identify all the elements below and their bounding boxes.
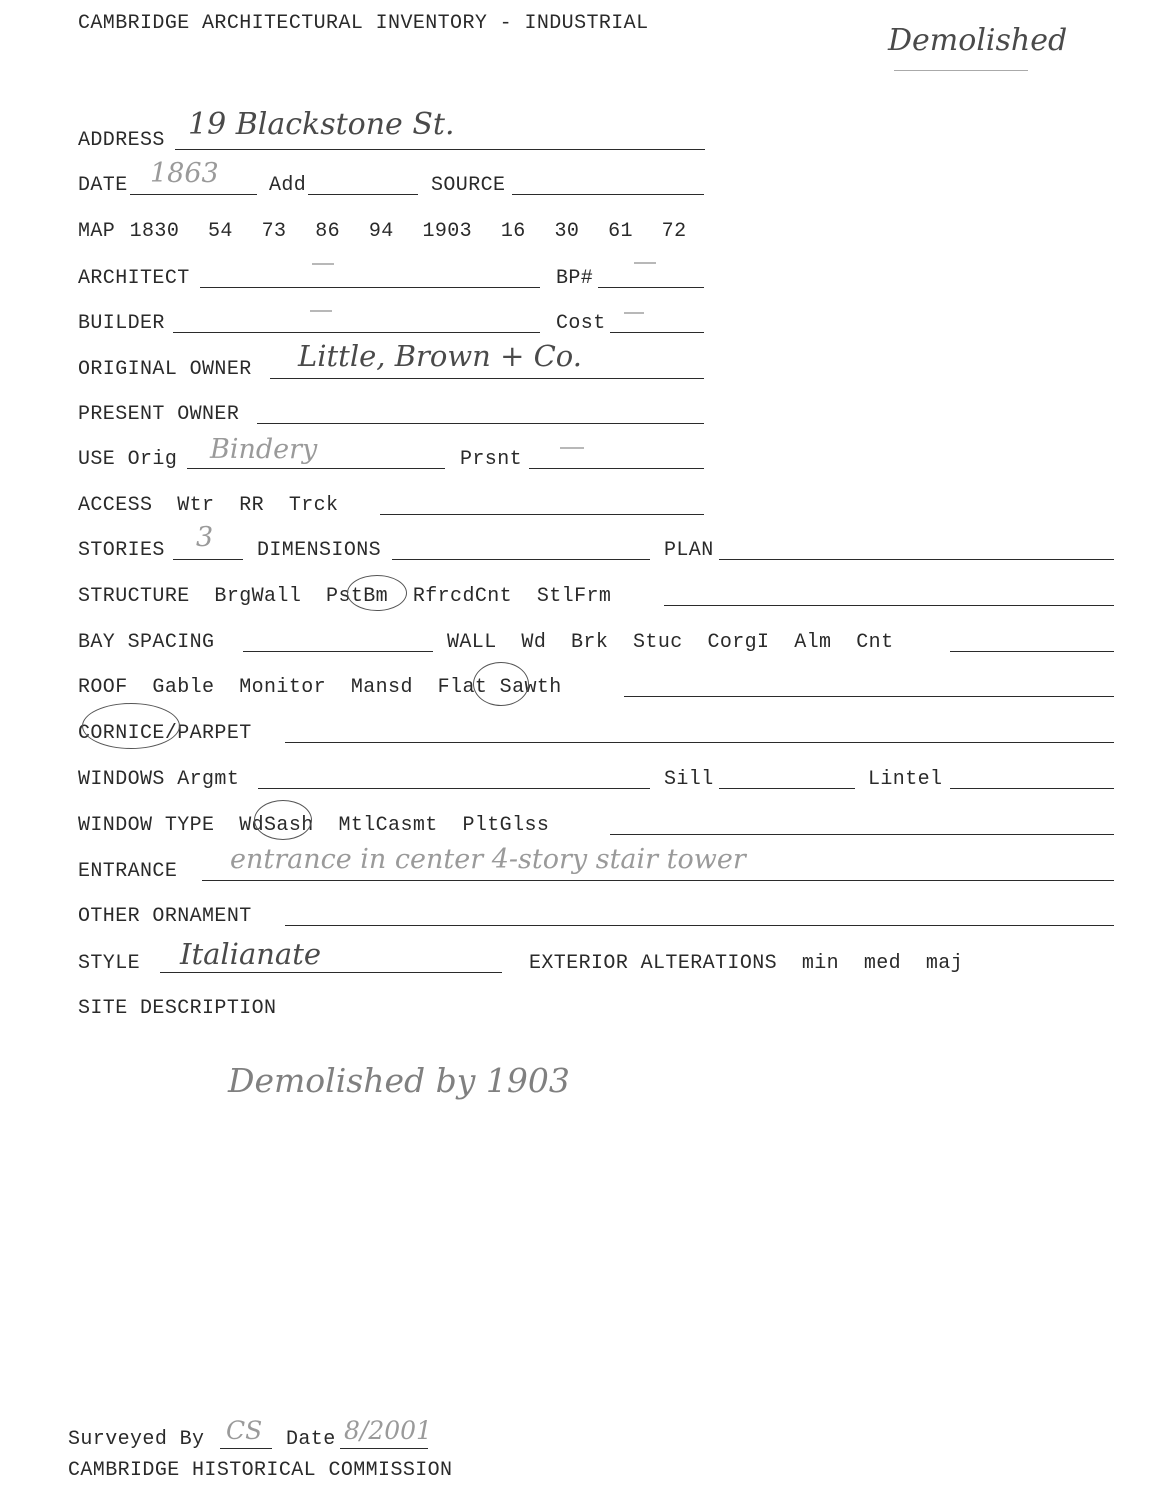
wall-line: [950, 651, 1114, 652]
structure-line: [664, 605, 1114, 606]
architect-blank-mark: [312, 263, 334, 265]
surveyed-by-label: Surveyed By: [68, 1428, 205, 1451]
prsnt-label: Prsnt: [460, 448, 523, 471]
sill-label: Sill: [664, 768, 714, 791]
source-line: [512, 194, 704, 195]
address-label: ADDRESS: [78, 129, 165, 152]
stamp-underline: [894, 70, 1028, 71]
cornice-circle-mark: [82, 703, 180, 749]
add-label: Add: [269, 174, 307, 197]
style-line: [160, 972, 502, 973]
stories-line: [173, 559, 243, 560]
style-value: Italianate: [180, 937, 322, 971]
exterior-alterations-label: EXTERIOR ALTERATIONS min med maj: [529, 952, 964, 975]
surveyed-by-line: [220, 1448, 272, 1449]
bp-blank-mark: [634, 262, 656, 264]
add-line: [308, 194, 418, 195]
entrance-label: ENTRANCE: [78, 860, 178, 883]
site-description-label: SITE DESCRIPTION: [78, 997, 277, 1020]
cost-label: Cost: [556, 312, 606, 335]
address-line: [175, 149, 705, 150]
wdsash-circle-mark: [254, 800, 312, 840]
use-orig-label: USE Orig: [78, 448, 178, 471]
present-owner-line: [257, 423, 704, 424]
form-title: CAMBRIDGE ARCHITECTURAL INVENTORY - INDUSTRIAL: [78, 12, 649, 35]
sill-line: [719, 788, 855, 789]
pstbm-circle-mark: [347, 575, 407, 611]
builder-line: [173, 332, 540, 333]
cost-blank-mark: [624, 312, 644, 314]
commission-name: CAMBRIDGE HISTORICAL COMMISSION: [68, 1459, 453, 1482]
source-label: SOURCE: [431, 174, 506, 197]
other-ornament-label: OTHER ORNAMENT: [78, 905, 252, 928]
other-ornament-line: [285, 925, 1114, 926]
builder-blank-mark: [310, 310, 332, 312]
window-type-label: WINDOW TYPE WdSash MtlCasmt PltGlss: [78, 814, 550, 837]
structure-label: STRUCTURE BrgWall PstBm RfrcdCnt StlFrm: [78, 585, 612, 608]
roof-line: [624, 696, 1114, 697]
builder-label: BUILDER: [78, 312, 165, 335]
access-line: [380, 514, 704, 515]
cost-line: [610, 332, 704, 333]
use-orig-line: [187, 468, 445, 469]
window-type-line: [610, 834, 1114, 835]
entrance-line: [202, 880, 1114, 881]
flat-circle-mark: [473, 662, 529, 706]
plan-label: PLAN: [664, 539, 714, 562]
access-label: ACCESS Wtr RR Trck: [78, 494, 339, 517]
roof-label: ROOF Gable Monitor Mansd Flat Sawth: [78, 676, 562, 699]
cornice-label: CORNICE/PARPET: [78, 722, 252, 745]
prsnt-line: [529, 468, 704, 469]
lintel-line: [950, 788, 1114, 789]
windows-label: WINDOWS Argmt: [78, 768, 240, 791]
cornice-line: [285, 742, 1114, 743]
date-label: DATE: [78, 174, 128, 197]
date-value: 1863: [150, 158, 219, 189]
survey-date-line: [340, 1448, 428, 1449]
stories-value: 3: [196, 522, 214, 553]
plan-line: [719, 559, 1114, 560]
entrance-value: entrance in center 4-story stair tower: [230, 844, 746, 875]
windows-line: [258, 788, 650, 789]
bp-label: BP#: [556, 267, 594, 290]
site-description-value: Demolished by 1903: [228, 1061, 570, 1100]
dimensions-label: DIMENSIONS: [257, 539, 382, 562]
lintel-label: Lintel: [868, 768, 943, 791]
demolished-stamp: Demolished: [888, 23, 1068, 58]
bay-spacing-label: BAY SPACING: [78, 631, 215, 654]
wall-label: WALL Wd Brk Stuc CorgI Alm Cnt: [447, 631, 894, 654]
map-years: MAP 1830 54 73 86 94 1903 16 30 61 72: [78, 220, 687, 243]
prsnt-blank-mark: [560, 447, 584, 449]
dimensions-line: [392, 559, 650, 560]
architect-label: ARCHITECT: [78, 267, 190, 290]
original-owner-label: ORIGINAL OWNER: [78, 358, 252, 381]
original-owner-line: [270, 378, 704, 379]
original-owner-value: Little, Brown + Co.: [298, 339, 582, 373]
survey-date-value: 8/2001: [344, 1416, 432, 1445]
address-value: 19 Blackstone St.: [188, 107, 455, 142]
bay-spacing-line: [243, 651, 433, 652]
use-orig-value: Bindery: [210, 434, 318, 465]
style-label: STYLE: [78, 952, 141, 975]
stories-label: STORIES: [78, 539, 165, 562]
survey-date-label: Date: [286, 1428, 336, 1451]
surveyed-by-value: CS: [226, 1416, 263, 1445]
architect-line: [200, 287, 540, 288]
bp-line: [598, 287, 704, 288]
date-line: [130, 194, 257, 195]
present-owner-label: PRESENT OWNER: [78, 403, 240, 426]
